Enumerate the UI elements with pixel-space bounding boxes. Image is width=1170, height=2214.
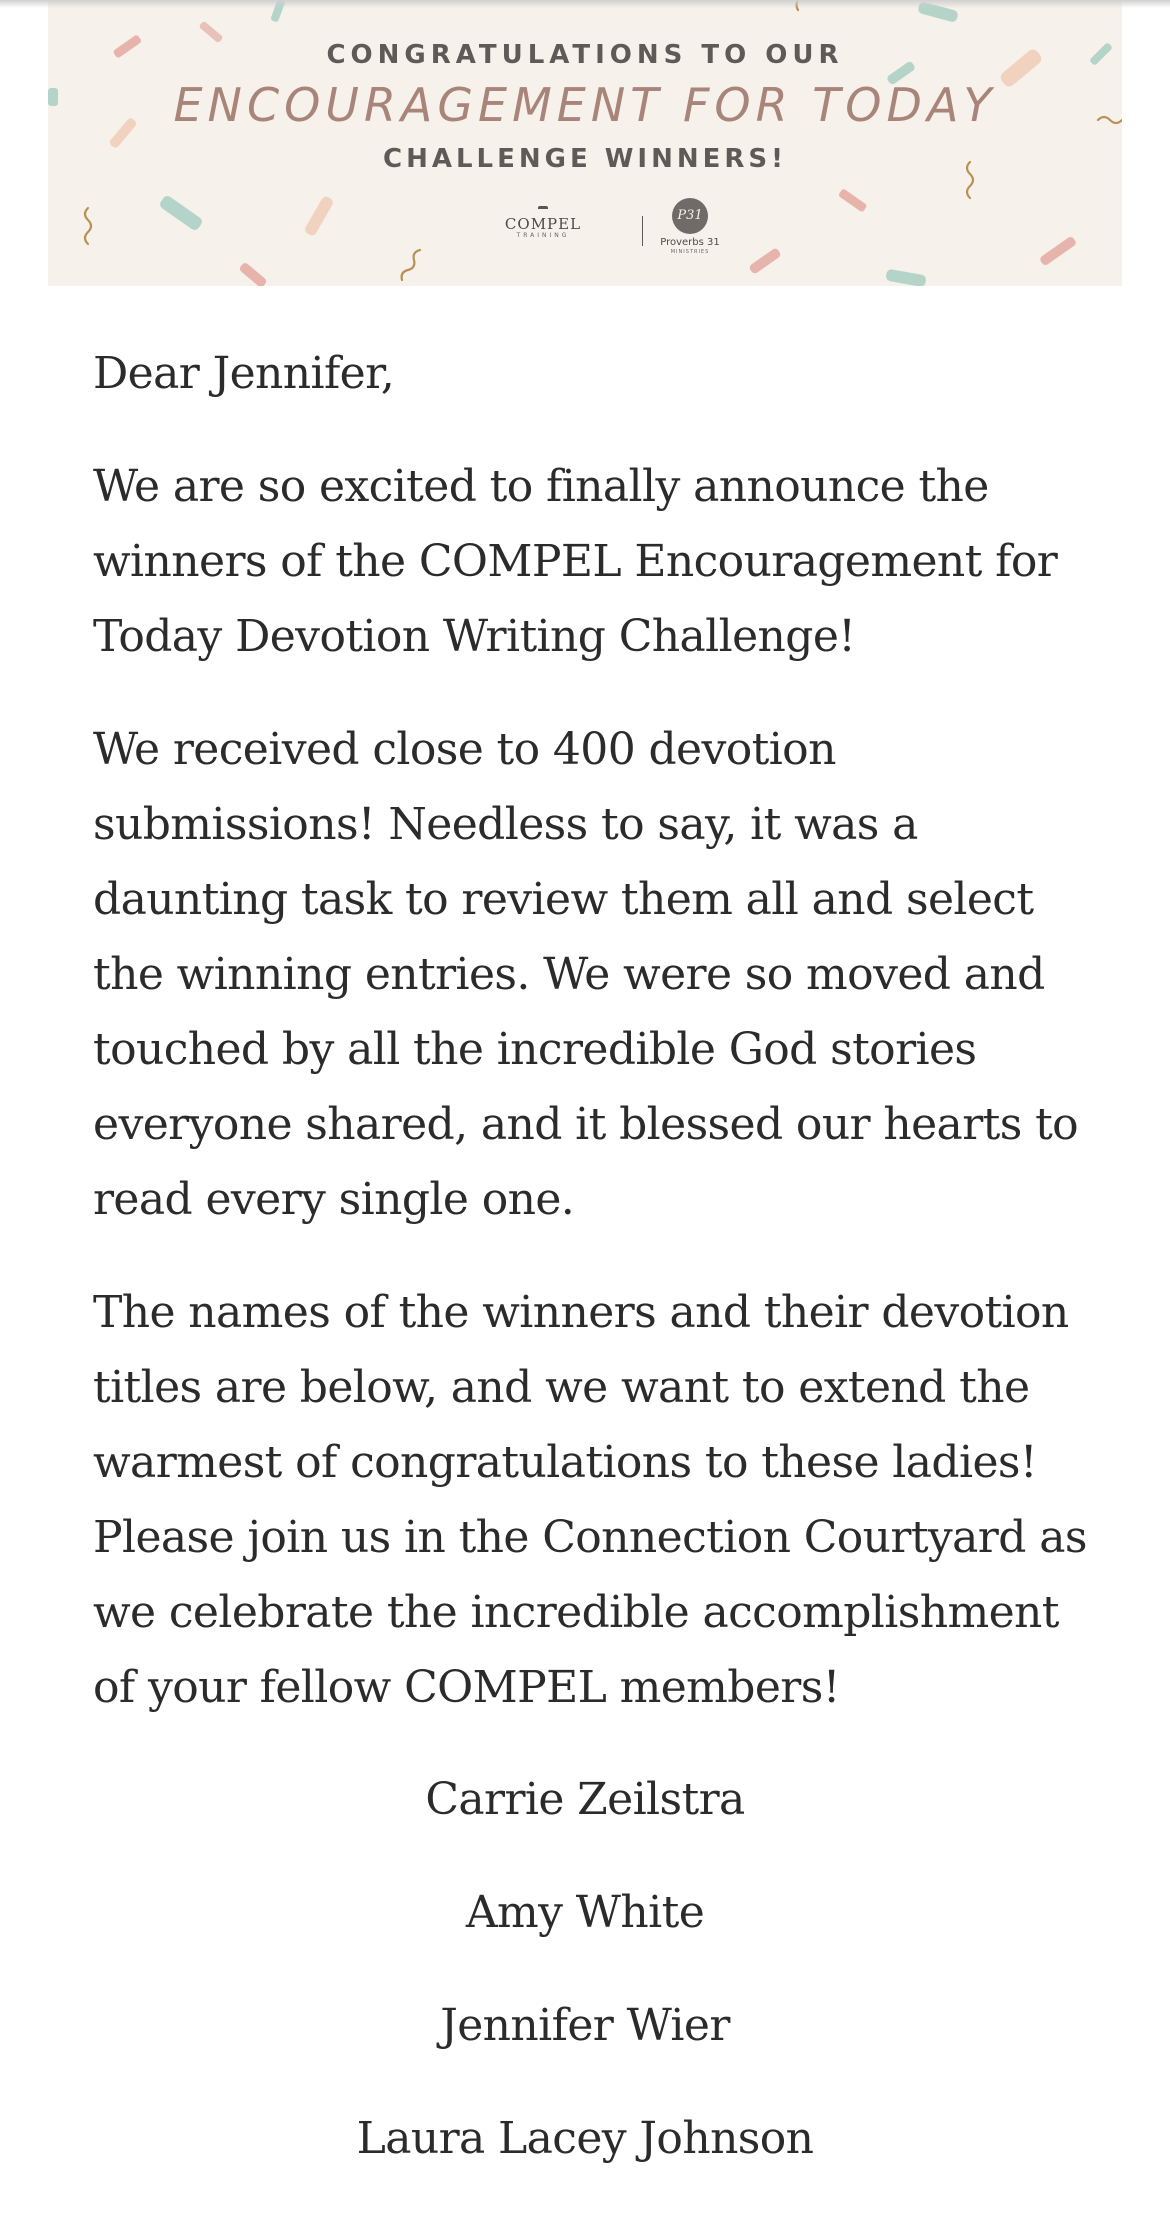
proverbs31-mark-icon: P31 [672, 198, 708, 234]
compel-logo-subtitle: TRAINING [516, 232, 570, 239]
compel-logo [500, 206, 586, 240]
compel-logo-name: COMPEL [504, 215, 582, 233]
top-edge-shadow [0, 0, 1170, 8]
proverbs31-logo-name: Proverbs 31 [660, 237, 720, 248]
winner-name: Amy White [465, 1887, 705, 1938]
banner-kicker: CONGRATULATIONS TO OUR [326, 40, 844, 70]
winner-name: Carrie Zeilstra [425, 1774, 745, 1825]
paragraph-announcement: We are so excited to finally announce the winners of the COMPEL Encouragement for Today Devotion Writing Challenge! [93, 461, 1058, 662]
paragraph-congratulations: The names of the winners and their devotion titles are below, and we want to extend the warmest of congratulations to these ladies! Please join us in the Connection Courtyard as we celebrate the incredible accomplishment of your fellow COMPEL members! [93, 1287, 1087, 1713]
header-banner [48, 0, 1122, 286]
logo-divider [642, 216, 643, 246]
banner-subline: CHALLENGE WINNERS! [382, 144, 787, 174]
compel-mark-icon [538, 206, 548, 215]
banner-headline: ENCOURAGEMENT FOR TODAY [173, 78, 997, 132]
winners-list [0, 1762, 1170, 2214]
proverbs31-logo-subtitle: MINISTRIES [670, 249, 710, 255]
proverbs31-logo [650, 198, 730, 255]
winner-name: Jennifer Wier [440, 2000, 730, 2051]
partner-logos [500, 198, 720, 255]
greeting: Dear Jennifer, [93, 348, 395, 399]
letter-body [93, 336, 1093, 1763]
winner-name: Laura Lacey Johnson [356, 2113, 814, 2164]
paragraph-submissions: We received close to 400 devotion submissions! Needless to say, it was a daunting task to review them all and select the winning entries. We were so moved and touched by all the incredible God stories everyone shared, and it blessed our hearts to read every single one. [93, 724, 1079, 1225]
